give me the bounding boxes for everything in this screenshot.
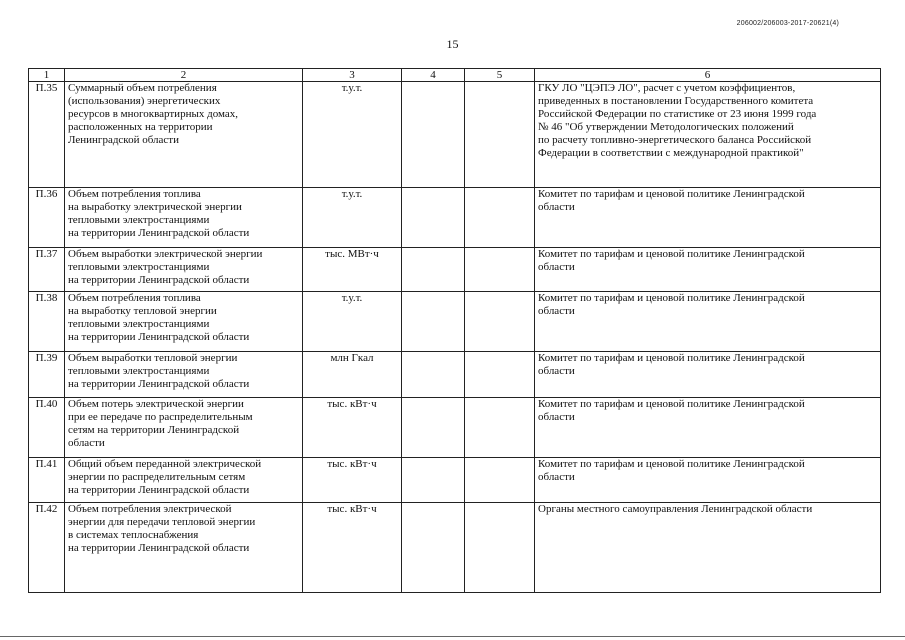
table-row [29, 352, 881, 398]
row-description: Объем потребления электрической энергии для передачи тепловой энергии в системах теплоснабжения на территории Ленинградской области [65, 503, 303, 593]
row-unit: т.у.т. [303, 82, 402, 188]
document-id: 206002/206003-2017-20621(4) [736, 20, 839, 27]
row-source: Комитет по тарифам и ценовой политике Ленинградской области [535, 398, 881, 458]
row-cell-4 [402, 503, 465, 593]
column-header: 2 [65, 69, 303, 82]
row-description: Объем потребления топлива на выработку электрической энергии тепловыми электростанциями на территории Ленинградской области [65, 188, 303, 248]
row-id: П.38 [29, 292, 65, 352]
row-id: П.39 [29, 352, 65, 398]
row-unit: тыс. кВт·ч [303, 398, 402, 458]
row-id: П.41 [29, 458, 65, 503]
row-source: Комитет по тарифам и ценовой политике Ленинградской области [535, 352, 881, 398]
row-cell-4 [402, 82, 465, 188]
row-cell-4 [402, 292, 465, 352]
row-cell-4 [402, 188, 465, 248]
column-header: 3 [303, 69, 402, 82]
row-cell-5 [465, 503, 535, 593]
column-header: 5 [465, 69, 535, 82]
table-row [29, 82, 881, 188]
indicators-table [28, 68, 881, 593]
row-source: Комитет по тарифам и ценовой политике Ленинградской области [535, 458, 881, 503]
table-row [29, 248, 881, 292]
row-cell-4 [402, 248, 465, 292]
row-unit: тыс. МВт·ч [303, 248, 402, 292]
row-unit: тыс. кВт·ч [303, 503, 402, 593]
row-source: ГКУ ЛО "ЦЭПЭ ЛО", расчет с учетом коэффициентов, приведенных в постановлении Государственного комитета Российской Федерации по статистике от 23 июня 1999 года № 46 "Об утверждении Методологических положений по расчету топливно-энергетического баланса Российской Федерации в соответствии с международной практикой" [535, 82, 881, 188]
row-cell-4 [402, 398, 465, 458]
row-cell-5 [465, 398, 535, 458]
row-description: Объем потребления топлива на выработку тепловой энергии тепловыми электростанциями на территории Ленинградской области [65, 292, 303, 352]
row-description: Общий объем переданной электрической энергии по распределительным сетям на территории Ленинградской области [65, 458, 303, 503]
row-id: П.37 [29, 248, 65, 292]
row-description: Объем потерь электрической энергии при ее передаче по распределительным сетям на территории Ленинградской области [65, 398, 303, 458]
column-header: 6 [535, 69, 881, 82]
row-description: Объем выработки электрической энергии тепловыми электростанциями на территории Ленинградской области [65, 248, 303, 292]
table-row [29, 292, 881, 352]
table-row [29, 188, 881, 248]
row-id: П.40 [29, 398, 65, 458]
scan-bottom-edge [0, 636, 905, 637]
table-row [29, 398, 881, 458]
row-id: П.35 [29, 82, 65, 188]
row-description: Объем выработки тепловой энергии тепловыми электростанциями на территории Ленинградской области [65, 352, 303, 398]
table-row [29, 458, 881, 503]
column-header: 4 [402, 69, 465, 82]
row-cell-5 [465, 292, 535, 352]
page-number: 15 [446, 37, 459, 51]
table-row [29, 503, 881, 593]
row-unit: т.у.т. [303, 188, 402, 248]
row-unit: млн Гкал [303, 352, 402, 398]
row-cell-5 [465, 352, 535, 398]
row-id: П.36 [29, 188, 65, 248]
row-cell-5 [465, 82, 535, 188]
row-id: П.42 [29, 503, 65, 593]
row-unit: т.у.т. [303, 292, 402, 352]
row-source: Комитет по тарифам и ценовой политике Ленинградской области [535, 248, 881, 292]
row-cell-4 [402, 458, 465, 503]
row-cell-5 [465, 248, 535, 292]
row-description: Суммарный объем потребления (использования) энергетических ресурсов в многоквартирных домах, расположенных на территории Ленинградской области [65, 82, 303, 188]
table-header-row [29, 69, 881, 82]
row-source: Органы местного самоуправления Ленинградской области [535, 503, 881, 593]
row-source: Комитет по тарифам и ценовой политике Ленинградской области [535, 292, 881, 352]
row-cell-5 [465, 458, 535, 503]
row-cell-5 [465, 188, 535, 248]
column-header: 1 [29, 69, 65, 82]
row-source: Комитет по тарифам и ценовой политике Ленинградской области [535, 188, 881, 248]
row-cell-4 [402, 352, 465, 398]
row-unit: тыс. кВт·ч [303, 458, 402, 503]
